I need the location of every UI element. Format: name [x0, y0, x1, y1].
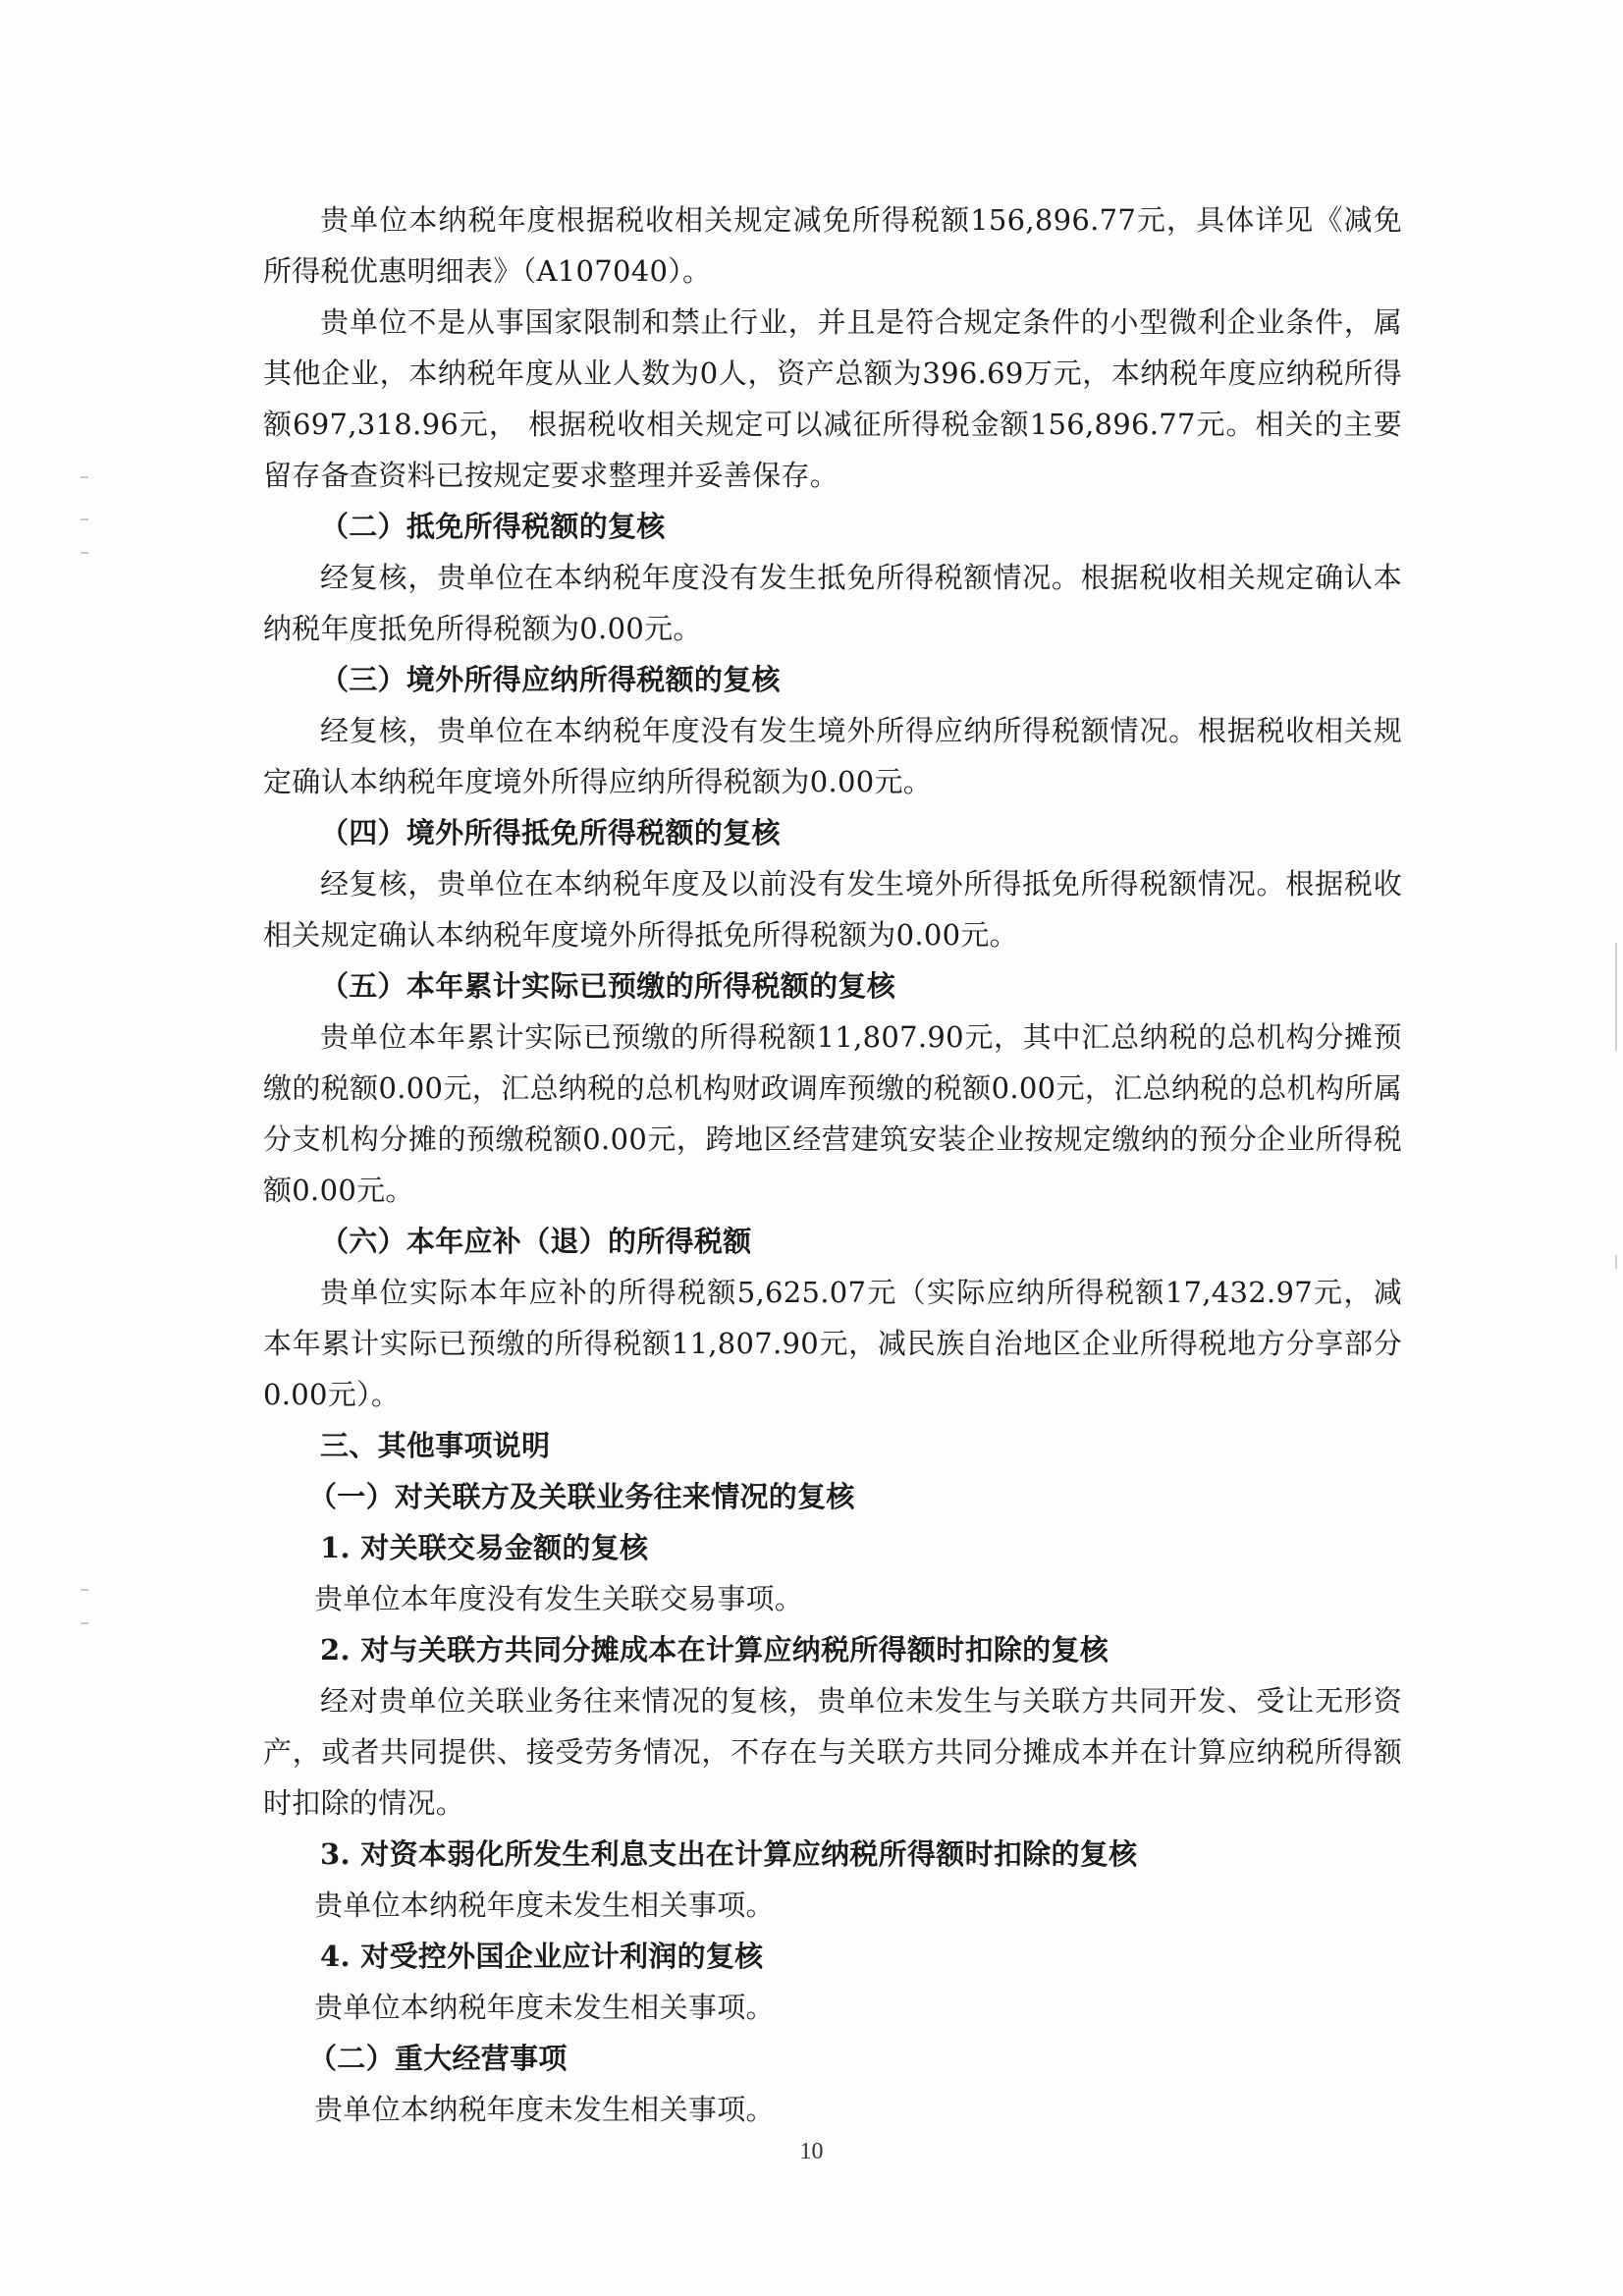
- section-heading-prepaid-tax: （五）本年累计实际已预缴的所得税额的复核: [320, 969, 896, 1003]
- page-number: 10: [799, 2139, 824, 2164]
- scan-artifact: [81, 1622, 88, 1624]
- item-heading-cfc-profits: 4. 对受控外国企业应计利润的复核: [320, 1940, 764, 1973]
- paragraph-shared-costs: 经对贵单位关联业务往来情况的复核，贵单位未发生与关联方共同开发、受让无形资产，或者共同提供、接受劳务情况，不存在与关联方共同分摊成本并在计算应纳税所得额时扣除的情况。: [263, 1684, 1402, 1820]
- section-heading-foreign-tax-credit: （四）境外所得抵免所得税额的复核: [320, 816, 781, 849]
- paragraph-thin-capitalization: 贵单位本纳税年度未发生相关事项。: [314, 1888, 775, 1922]
- paragraph-tax-credit: 经复核，贵单位在本纳税年度没有发生抵免所得税额情况。根据税收相关规定确认本纳税年度抵免所得税额为0.00元。: [263, 561, 1402, 645]
- section-heading-other-matters: 三、其他事项说明: [320, 1429, 551, 1462]
- document-body: [263, 194, 1402, 2135]
- paragraph-tax-payable-refund: 贵单位实际本年应补的所得税额5,625.07元（实际应纳所得税额17,432.97元，减本年累计实际已预缴的所得税额11,807.90元，减民族自治地区企业所得税地方分享部分0.00元）。: [263, 1276, 1402, 1411]
- paragraph-foreign-income-tax: 经复核，贵单位在本纳税年度没有发生境外所得应纳所得税额情况。根据税收相关规定确认本纳税年度境外所得应纳所得税额为0.00元。: [263, 714, 1402, 798]
- section-heading-related-parties: （一）对关联方及关联业务往来情况的复核: [308, 1480, 855, 1513]
- paragraph-cfc-profits: 贵单位本纳税年度未发生相关事项。: [314, 1991, 775, 2024]
- scan-artifact: [81, 1589, 88, 1591]
- item-heading-related-transactions: 1. 对关联交易金额的复核: [320, 1531, 649, 1564]
- section-heading-tax-payable-refund: （六）本年应补（退）的所得税额: [320, 1225, 752, 1258]
- scan-edge-artifact: [1615, 1255, 1617, 1269]
- item-heading-shared-costs: 2. 对与关联方共同分摊成本在计算应纳税所得额时扣除的复核: [320, 1633, 1109, 1667]
- scan-artifact: [81, 552, 88, 554]
- section-heading-foreign-income-tax: （三）境外所得应纳所得税额的复核: [320, 663, 781, 696]
- paragraph-prepaid-tax: 贵单位本年累计实际已预缴的所得税额11,807.90元，其中汇总纳税的总机构分摊预缴的税额0.00元，汇总纳税的总机构财政调库预缴的税额0.00元，汇总纳税的总机构所属分支机构分摊的预缴税额0.00元，跨地区经营建筑安装企业按规定缴纳的预分企业所得税额0.00元。: [263, 1020, 1402, 1207]
- section-heading-tax-credit: （二）抵免所得税额的复核: [320, 510, 666, 543]
- scan-artifact: [81, 476, 88, 478]
- item-heading-thin-capitalization: 3. 对资本弱化所发生利息支出在计算应纳税所得额时扣除的复核: [320, 1837, 1138, 1871]
- paragraph-foreign-tax-credit: 经复核，贵单位在本纳税年度及以前没有发生境外所得抵免所得税额情况。根据税收相关规定确认本纳税年度境外所得抵免所得税额为0.00元。: [263, 867, 1402, 952]
- paragraph-related-transactions: 贵单位本年度没有发生关联交易事项。: [314, 1582, 804, 1615]
- paragraph-major-operations: 贵单位本纳税年度未发生相关事项。: [314, 2093, 775, 2126]
- paragraph-tax-reduction: 贵单位本纳税年度根据税收相关规定减免所得税额156,896.77元，具体详见《减免所得税优惠明细表》（A107040）。: [263, 203, 1402, 288]
- scan-artifact: [81, 519, 88, 520]
- scan-edge-artifact: [1615, 943, 1617, 1051]
- paragraph-small-enterprise: 贵单位不是从事国家限制和禁止行业，并且是符合规定条件的小型微利企业条件，属其他企业，本纳税年度从业人数为0人，资产总额为396.69万元，本纳税年度应纳税所得额697,318.96元， 根据税收相关规定可以减征所得税金额156,896.77元。相关的主要留存备查资料已按规定要求整理并妥善保存。: [263, 305, 1402, 492]
- section-heading-major-operations: （二）重大经营事项: [308, 2042, 568, 2075]
